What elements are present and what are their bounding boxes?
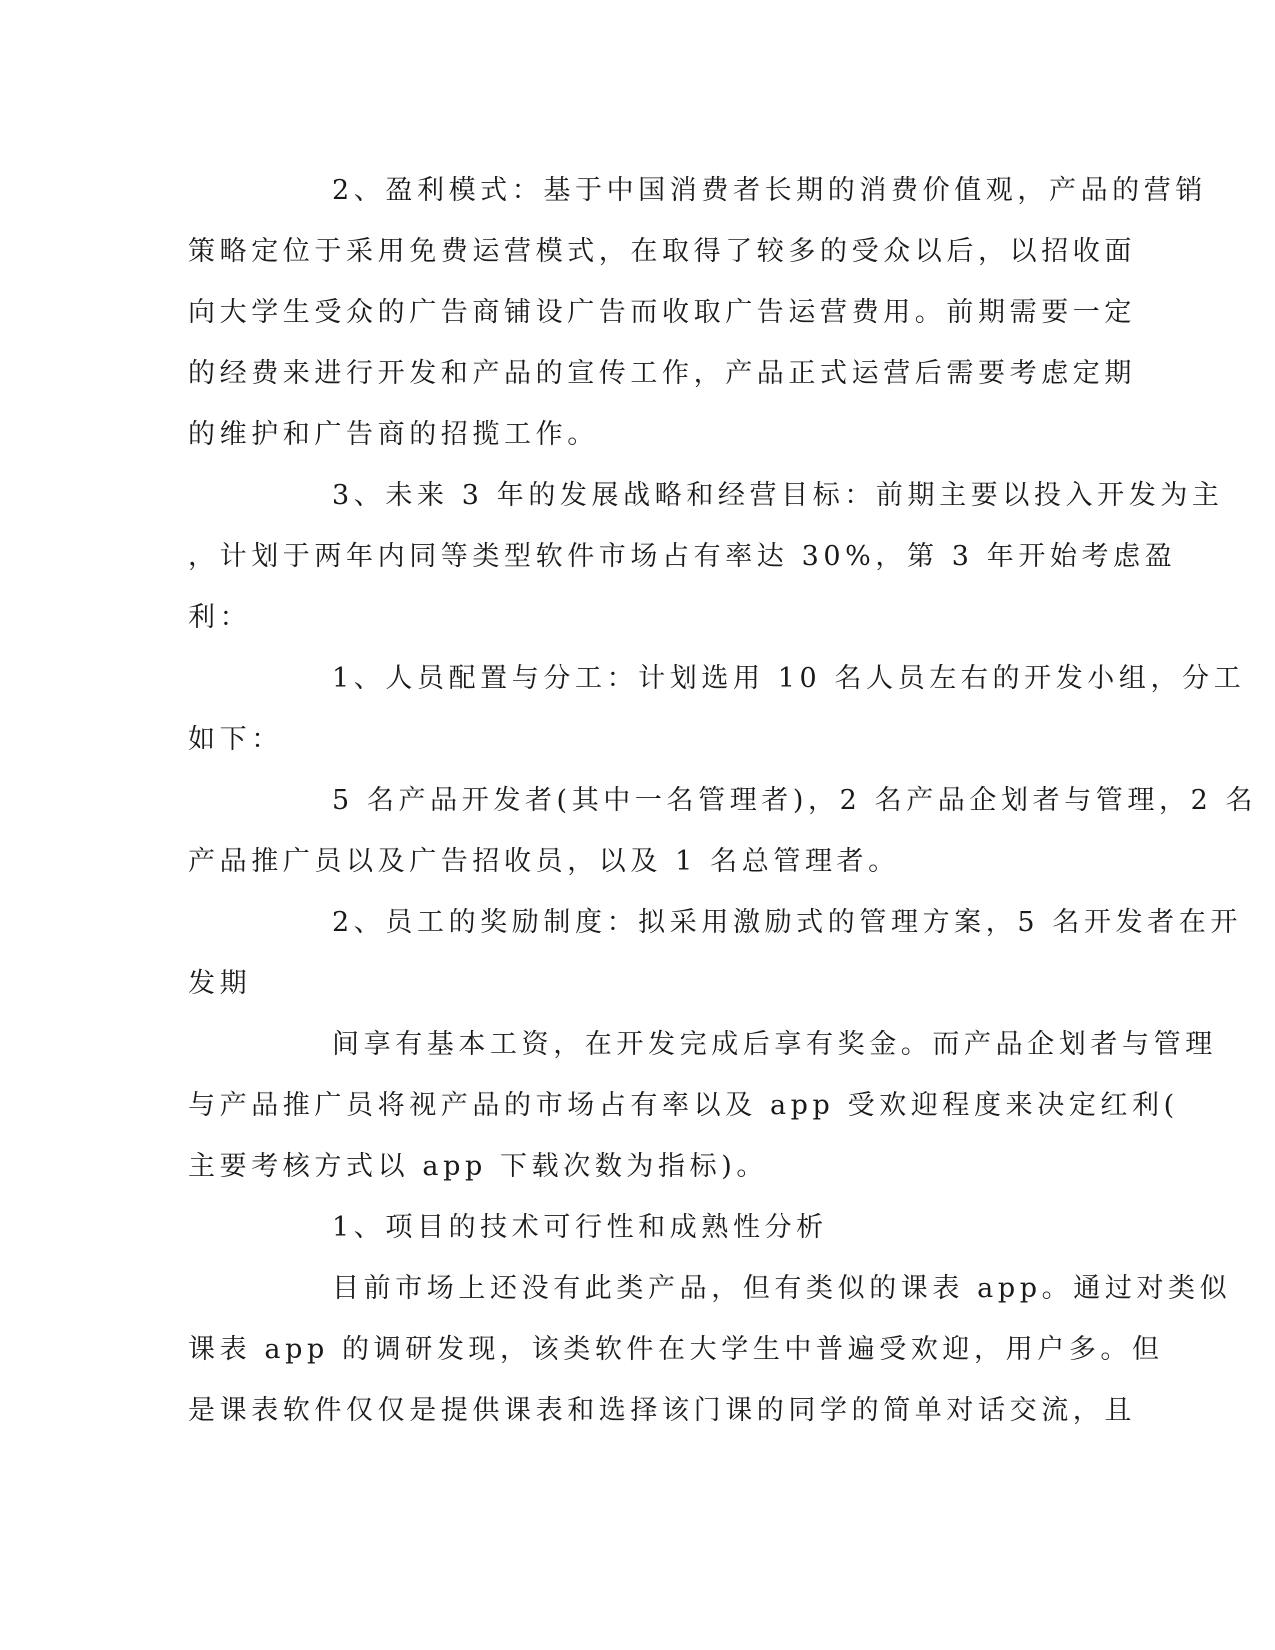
text-line: ，计划于两年内同等类型软件市场占有率达 30%，第 3 年开始考虑盈	[188, 541, 1177, 572]
text-line: 如下：	[188, 724, 283, 755]
text-line: 的维护和广告商的招揽工作。	[188, 419, 599, 450]
text-line: 向大学生受众的广告商铺设广告而收取广告运营费用。前期需要一定	[188, 297, 1136, 328]
paragraph-feasibility-heading	[188, 1197, 1088, 1258]
text-line: 2、员工的奖励制度：拟采用激励式的管理方案，5 名开发者在开	[332, 907, 1242, 938]
text-line: 的经费来进行开发和产品的宣传工作，产品正式运营后需要考虑定期	[188, 358, 1136, 389]
paragraph-profit-model	[188, 160, 1207, 465]
text-line: 主要考核方式以 app 下载次数为指标)。	[188, 1151, 768, 1182]
document-body	[188, 160, 1258, 1441]
text-line: 课表 app 的调研发现，该类软件在大学生中普遍受欢迎，用户多。但	[188, 1334, 1164, 1365]
text-line: 2、盈利模式：基于中国消费者长期的消费价值观，产品的营销	[332, 175, 1207, 206]
paragraph-rewards-detail	[188, 1014, 1217, 1197]
text-line: 3、未来 3 年的发展战略和经营目标：前期主要以投入开发为主	[332, 480, 1224, 511]
text-line: 利：	[188, 602, 252, 633]
text-line: 5 名产品开发者(其中一名管理者)，2 名产品企划者与管理，2 名	[332, 785, 1258, 816]
text-line: 间享有基本工资，在开发完成后享有奖金。而产品企划者与管理	[332, 1029, 1217, 1060]
paragraph-staffing	[188, 648, 1246, 770]
text-line: 发期	[188, 968, 252, 999]
text-line: 与产品推广员将视产品的市场占有率以及 app 受欢迎程度来决定红利(	[188, 1090, 1179, 1121]
paragraph-strategy	[188, 465, 1224, 648]
paragraph-roles	[188, 770, 1258, 892]
paragraph-market-analysis	[188, 1258, 1232, 1441]
paragraph-rewards	[188, 892, 1242, 1014]
text-line: 策略定位于采用免费运营模式，在取得了较多的受众以后，以招收面	[188, 236, 1136, 267]
text-line: 目前市场上还没有此类产品，但有类似的课表 app。通过对类似	[332, 1273, 1232, 1304]
text-line: 是课表软件仅仅是提供课表和选择该门课的同学的简单对话交流，且	[188, 1395, 1136, 1426]
text-line: 1、人员配置与分工：计划选用 10 名人员左右的开发小组，分工	[332, 663, 1246, 694]
section-heading: 1、项目的技术可行性和成熟性分析	[332, 1212, 828, 1243]
text-line: 产品推广员以及广告招收员，以及 1 名总管理者。	[188, 846, 900, 877]
